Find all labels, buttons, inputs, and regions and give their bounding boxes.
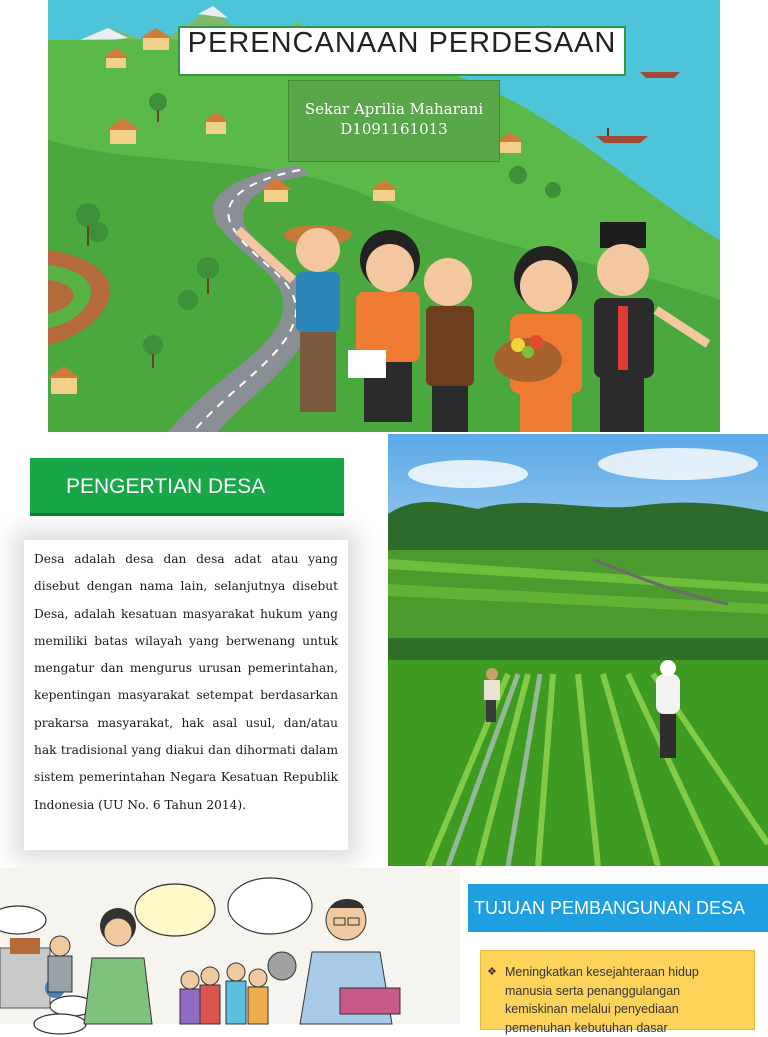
title-box (178, 26, 626, 76)
rice-field-photos (388, 434, 768, 866)
author-box (288, 80, 500, 162)
definition-text: Desa adalah desa dan desa adat atau yang disebut dengan nama lain, selanjutnya disebut Desa, adalah kesatuan masyarakat hukum yang memiliki batas wilayah yang berwenang untuk mengatur dan mengurus urusan pemerintahan, kepentingan masyarakat setempat berdasarkan prakarsa masyarakat, hak asal usul, dan/atau hak tradisional yang diakui dan dihormati dalam sistem pemerintahan Negara Kesatuan Republik Indonesia (UU No. 6 Tahun 2014). (34, 552, 338, 812)
page-title: PERENCANAAN PERDESAAN (187, 27, 617, 59)
author-id: D1091161013 (340, 120, 448, 138)
definition-heading: PENGERTIAN DESA (30, 458, 344, 516)
diamond-bullet-icon: ❖ (487, 965, 497, 978)
goal-item-1: Meningkatkan kesejahteraan hidup manusia serta penanggulangan kemiskinan melalui penyediaan pemenuhan kebutuhan dasar (505, 965, 699, 1035)
rice-field-photo (388, 434, 768, 866)
hero-illustration (48, 0, 720, 432)
goals-heading: TUJUAN PEMBANGUNAN DESA (468, 884, 768, 932)
goal-card (480, 950, 755, 1035)
community-cartoon (0, 868, 460, 1024)
cartoon-illustration (0, 868, 460, 1024)
definition-card (24, 540, 348, 850)
author-name: Sekar Aprilia Maharani (304, 100, 484, 118)
